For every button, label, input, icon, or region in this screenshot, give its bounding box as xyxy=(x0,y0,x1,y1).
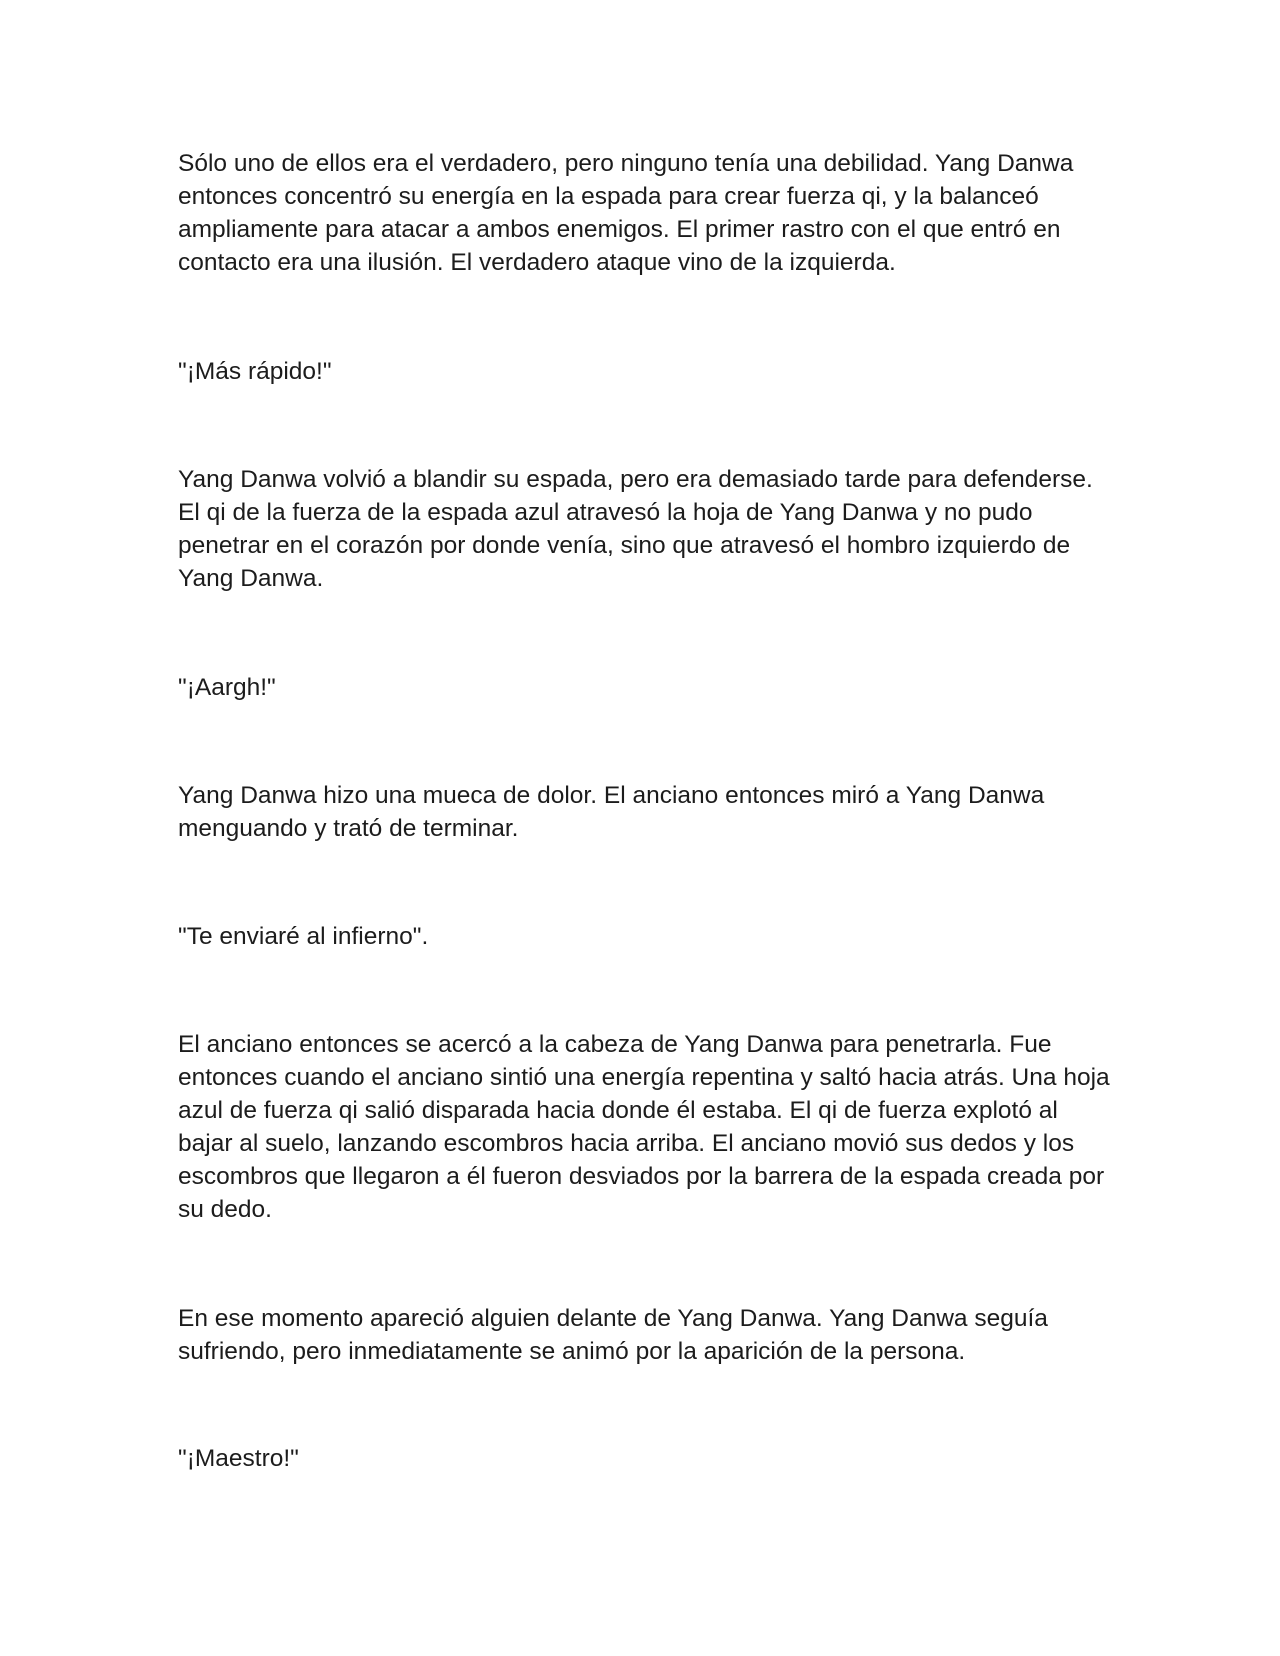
dialogue-maestro: "¡Maestro!" xyxy=(178,1445,299,1472)
paragraph-5: Yang Danwa hizo una mueca de dolor. El anciano entonces miró a Yang Danwa menguando y trató de terminar. xyxy=(178,782,1045,842)
paragraph-8: En ese momento apareció alguien delante de Yang Danwa. Yang Danwa seguía sufriendo, pero inmediatamente se animó por la aparición de la persona. xyxy=(178,1305,1048,1365)
dialogue-aargh: "¡Aargh!" xyxy=(178,674,276,701)
paragraph-3: Yang Danwa volvió a blandir su espada, pero era demasiado tarde para defenderse. El qi de la fuerza de la espada azul atravesó la hoja de Yang Danwa y no pudo penetrar en el corazón por donde venía, sino que atravesó el hombro izquierdo de Yang Danwa. xyxy=(178,466,1093,592)
paragraph-1: Sólo uno de ellos era el verdadero, pero ninguno tenía una debilidad. Yang Danwa entonces concentró su energía en la espada para crear fuerza qi, y la balanceó ampliamente para atacar a ambos enemigos. El primer rastro con el que entró en contacto era una ilusión. El verdadero ataque vino de la izquierda. xyxy=(178,150,1074,276)
paragraph-7: El anciano entonces se acercó a la cabeza de Yang Danwa para penetrarla. Fue entonces cuando el anciano sintió una energía repentina y saltó hacia atrás. Una hoja azul de fuerza qi salió disparada hacia donde él estaba. El qi de fuerza explotó al bajar al suelo, lanzando escombros hacia arriba. El anciano movió sus dedos y los escombros que llegaron a él fueron desviados por la barrera de la espada creada por su dedo. xyxy=(178,1031,1110,1223)
dialogue-infierno: "Te enviaré al infierno". xyxy=(178,923,429,950)
dialogue-mas-rapido: "¡Más rápido!" xyxy=(178,358,332,385)
